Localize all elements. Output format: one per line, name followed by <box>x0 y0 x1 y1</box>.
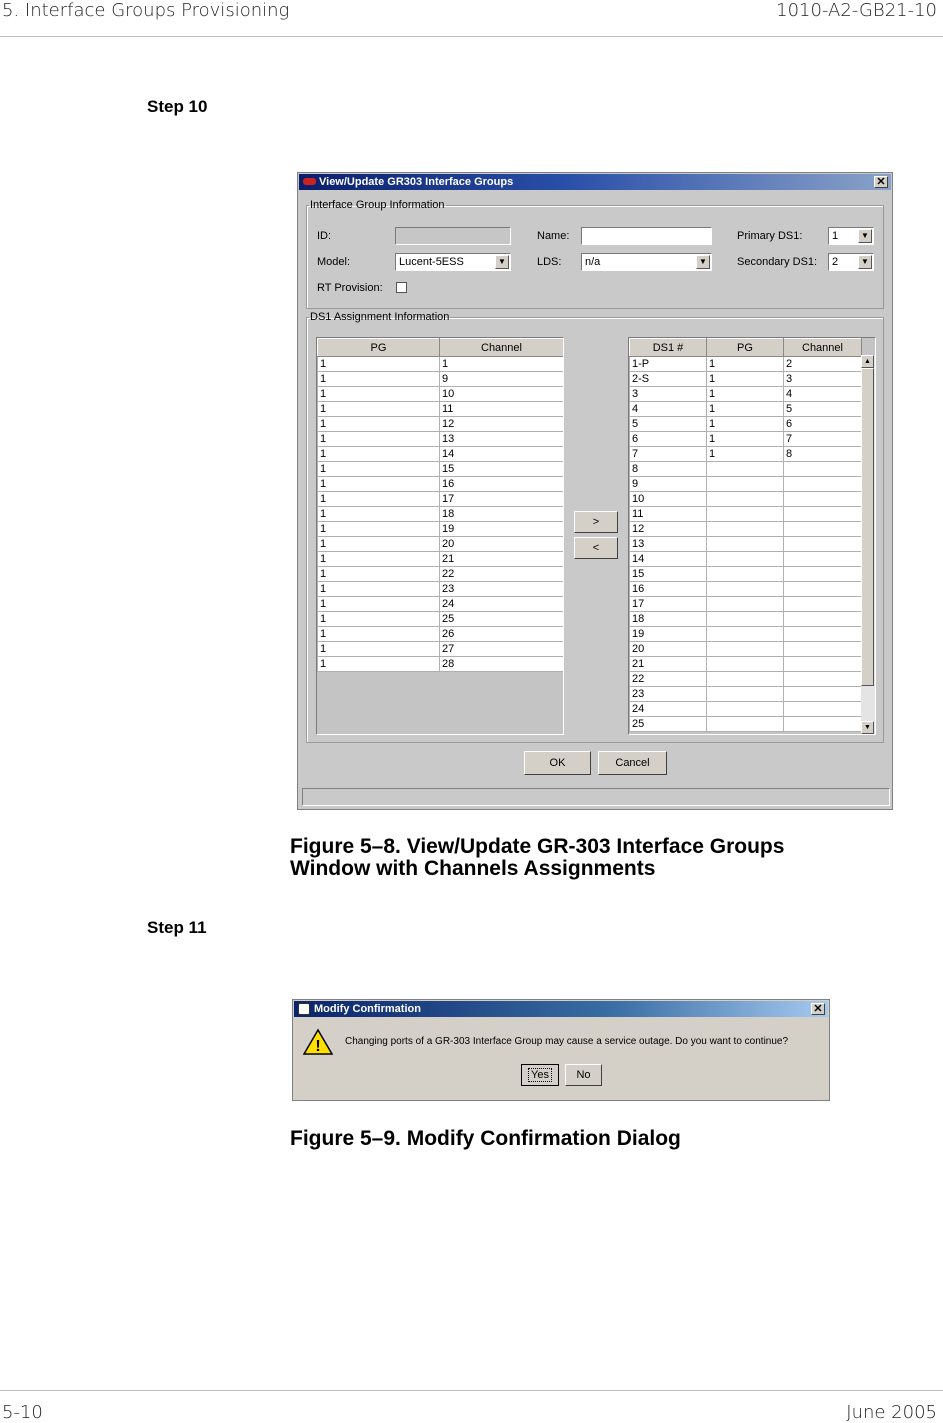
table-cell: 16 <box>440 477 564 492</box>
table-cell: 2 <box>784 357 862 372</box>
table-cell <box>707 477 784 492</box>
modify-confirmation-dialog <box>292 999 830 1101</box>
table-cell: 2-S <box>630 372 707 387</box>
view-update-window <box>297 172 893 810</box>
column-header[interactable]: PG <box>318 339 440 357</box>
table-row[interactable] <box>630 387 862 402</box>
table-cell: 1 <box>707 372 784 387</box>
table-cell <box>707 717 784 732</box>
no-button[interactable]: No <box>565 1064 602 1086</box>
table-cell: 24 <box>440 597 564 612</box>
table-cell <box>707 702 784 717</box>
table-cell <box>784 522 862 537</box>
table-cell: 28 <box>440 657 564 672</box>
table-cell: 1 <box>707 402 784 417</box>
table-cell: 6 <box>784 417 862 432</box>
table-row[interactable] <box>630 537 862 552</box>
secondary-ds1-value: 2 <box>832 256 839 268</box>
table-cell: 1 <box>318 642 440 657</box>
table-cell: 27 <box>440 642 564 657</box>
table-cell: 14 <box>630 552 707 567</box>
interface-group-info-legend: Interface Group Information <box>310 199 445 211</box>
table-cell: 1-P <box>630 357 707 372</box>
table-cell: 23 <box>440 582 564 597</box>
table-cell: 1 <box>318 372 440 387</box>
table-row[interactable] <box>318 507 564 522</box>
table-cell <box>707 627 784 642</box>
table-cell <box>784 672 862 687</box>
table-cell: 7 <box>630 447 707 462</box>
table-row[interactable] <box>318 462 564 477</box>
table-row[interactable] <box>318 567 564 582</box>
unassign-channel-button[interactable]: < <box>574 537 618 559</box>
table-cell: 20 <box>440 537 564 552</box>
table-row[interactable] <box>318 492 564 507</box>
table-row[interactable] <box>630 627 862 642</box>
app-icon <box>298 1003 310 1015</box>
dialog-title: Modify Confirmation <box>314 1003 421 1015</box>
table-cell <box>784 687 862 702</box>
table-cell <box>707 462 784 477</box>
table-cell: 24 <box>630 702 707 717</box>
table-row[interactable] <box>630 687 862 702</box>
table-cell <box>784 582 862 597</box>
scroll-thumb[interactable] <box>861 368 874 686</box>
table-cell: 10 <box>440 387 564 402</box>
table-cell: 1 <box>318 537 440 552</box>
table-row[interactable] <box>630 552 862 567</box>
table-cell <box>784 477 862 492</box>
table-row[interactable] <box>318 642 564 657</box>
lds-value: n/a <box>585 256 601 268</box>
table-cell <box>707 567 784 582</box>
table-cell: 1 <box>707 357 784 372</box>
table-cell: 1 <box>318 387 440 402</box>
table-row[interactable] <box>318 612 564 627</box>
table-row[interactable] <box>318 552 564 567</box>
table-row[interactable] <box>318 477 564 492</box>
ds1-assignments-table-box <box>628 337 876 735</box>
table-row[interactable] <box>630 462 862 477</box>
table-cell <box>707 522 784 537</box>
table-cell: 5 <box>784 402 862 417</box>
table-cell <box>707 582 784 597</box>
table-row[interactable] <box>318 537 564 552</box>
table-cell: 15 <box>440 462 564 477</box>
table-cell <box>784 462 862 477</box>
lds-select[interactable] <box>581 253 712 271</box>
table-cell: 1 <box>318 357 440 372</box>
table-cell <box>707 687 784 702</box>
vertical-scrollbar[interactable] <box>861 355 875 734</box>
table-cell <box>784 492 862 507</box>
table-cell <box>707 552 784 567</box>
table-cell: 23 <box>630 687 707 702</box>
table-row[interactable] <box>630 402 862 417</box>
table-cell: 1 <box>318 492 440 507</box>
primary-ds1-label: Primary DS1: <box>737 230 803 242</box>
table-cell <box>707 537 784 552</box>
table-cell: 1 <box>440 357 564 372</box>
chevron-down-icon[interactable]: ▼ <box>495 255 509 269</box>
page-number: 5-10 <box>2 1402 43 1423</box>
confirmation-message: Changing ports of a GR-303 Interface Group may cause a service outage. Do you want to continue? <box>345 1036 789 1047</box>
table-cell <box>784 702 862 717</box>
table-cell <box>707 492 784 507</box>
table-row[interactable] <box>630 447 862 462</box>
table-row[interactable] <box>630 522 862 537</box>
figure-5-9-caption: Figure 5–9. Modify Confirmation Dialog <box>290 1127 681 1150</box>
table-cell: 26 <box>440 627 564 642</box>
table-cell: 25 <box>440 612 564 627</box>
table-cell: 11 <box>440 402 564 417</box>
table-cell: 1 <box>318 567 440 582</box>
table-cell: 15 <box>630 567 707 582</box>
warning-glyph: ! <box>315 1038 321 1055</box>
table-cell: 1 <box>318 582 440 597</box>
table-row[interactable] <box>630 567 862 582</box>
table-row[interactable] <box>318 597 564 612</box>
ds1-assignments-table <box>629 338 862 732</box>
app-icon <box>303 178 316 185</box>
window-title-bar <box>299 174 891 190</box>
cancel-button[interactable]: Cancel <box>598 751 667 775</box>
table-row[interactable] <box>318 417 564 432</box>
assign-channel-button[interactable]: > <box>574 511 618 533</box>
table-row[interactable] <box>318 357 564 372</box>
running-header-section: 5. Interface Groups Provisioning <box>2 0 290 21</box>
available-channels-table-box <box>316 337 564 735</box>
table-row[interactable] <box>630 492 862 507</box>
yes-button[interactable] <box>521 1064 559 1086</box>
figure-5-8-caption-line2: Window with Channels Assignments <box>290 857 656 880</box>
table-cell: 1 <box>318 522 440 537</box>
column-header[interactable]: Channel <box>784 339 862 357</box>
table-cell <box>784 657 862 672</box>
chevron-down-icon[interactable]: ▼ <box>696 255 710 269</box>
model-label: Model: <box>317 256 351 268</box>
table-cell: 1 <box>318 447 440 462</box>
table-row[interactable] <box>318 432 564 447</box>
table-cell <box>784 612 862 627</box>
table-cell: 3 <box>630 387 707 402</box>
footer-rule <box>0 1390 943 1391</box>
table-cell: 7 <box>784 432 862 447</box>
table-cell: 1 <box>707 432 784 447</box>
table-cell: 11 <box>630 507 707 522</box>
table-row[interactable] <box>630 432 862 447</box>
table-cell: 8 <box>630 462 707 477</box>
table-cell <box>784 507 862 522</box>
table-row[interactable] <box>318 627 564 642</box>
table-cell: 4 <box>784 387 862 402</box>
table-cell: 9 <box>630 477 707 492</box>
table-cell <box>784 597 862 612</box>
table-cell <box>784 642 862 657</box>
table-cell: 1 <box>318 507 440 522</box>
table-cell: 1 <box>318 432 440 447</box>
table-cell: 13 <box>440 432 564 447</box>
name-field[interactable] <box>581 227 712 245</box>
table-cell <box>784 627 862 642</box>
table-cell: 8 <box>784 447 862 462</box>
table-cell: 19 <box>630 627 707 642</box>
table-cell: 21 <box>630 657 707 672</box>
table-row[interactable] <box>630 477 862 492</box>
close-icon[interactable]: ✕ <box>874 176 888 188</box>
primary-ds1-value: 1 <box>832 230 839 242</box>
table-cell: 9 <box>440 372 564 387</box>
table-cell: 1 <box>318 477 440 492</box>
table-cell: 4 <box>630 402 707 417</box>
ok-button[interactable]: OK <box>524 751 591 775</box>
table-cell: 22 <box>440 567 564 582</box>
table-cell <box>707 642 784 657</box>
secondary-ds1-label: Secondary DS1: <box>737 256 818 268</box>
table-cell: 14 <box>440 447 564 462</box>
table-cell: 12 <box>440 417 564 432</box>
column-header[interactable]: DS1 # <box>630 339 707 357</box>
table-cell <box>784 552 862 567</box>
table-row[interactable] <box>630 507 862 522</box>
id-field[interactable] <box>395 227 511 245</box>
status-bar <box>302 788 890 806</box>
table-cell: 21 <box>440 552 564 567</box>
table-row[interactable] <box>630 642 862 657</box>
table-cell: 18 <box>630 612 707 627</box>
close-icon[interactable]: ✕ <box>811 1003 825 1015</box>
table-cell: 1 <box>318 627 440 642</box>
table-cell <box>784 537 862 552</box>
table-row[interactable] <box>318 402 564 417</box>
table-row[interactable] <box>318 372 564 387</box>
table-row[interactable] <box>318 657 564 672</box>
scroll-down-icon[interactable]: ▼ <box>861 721 874 734</box>
table-cell: 1 <box>318 402 440 417</box>
table-cell <box>707 597 784 612</box>
header-rule <box>0 36 943 37</box>
table-cell <box>707 612 784 627</box>
dialog-title-bar <box>294 1001 828 1017</box>
chevron-down-icon[interactable]: ▼ <box>858 229 872 243</box>
table-row[interactable] <box>318 522 564 537</box>
table-cell: 6 <box>630 432 707 447</box>
table-cell: 17 <box>440 492 564 507</box>
column-header[interactable]: Channel <box>440 339 564 357</box>
table-cell: 1 <box>707 417 784 432</box>
rt-provision-label: RT Provision: <box>317 282 383 294</box>
figure-5-8-caption-line1: Figure 5–8. View/Update GR-303 Interface Groups <box>290 835 785 858</box>
model-select[interactable] <box>395 253 511 271</box>
table-cell: 19 <box>440 522 564 537</box>
id-label: ID: <box>317 230 332 242</box>
table-row[interactable] <box>318 387 564 402</box>
table-cell: 1 <box>318 597 440 612</box>
table-cell: 1 <box>318 552 440 567</box>
table-cell <box>707 672 784 687</box>
step-11-label: Step 11 <box>147 918 207 937</box>
lds-label: LDS: <box>537 256 562 268</box>
table-cell: 1 <box>707 387 784 402</box>
table-row[interactable] <box>630 657 862 672</box>
column-header[interactable]: PG <box>707 339 784 357</box>
table-row[interactable] <box>630 717 862 732</box>
table-cell: 13 <box>630 537 707 552</box>
table-cell <box>707 507 784 522</box>
table-cell <box>784 567 862 582</box>
rt-provision-checkbox[interactable] <box>396 282 407 293</box>
table-cell <box>784 717 862 732</box>
table-row[interactable] <box>318 447 564 462</box>
window-title: View/Update GR303 Interface Groups <box>319 176 514 188</box>
warning-icon <box>303 1028 333 1056</box>
table-cell: 16 <box>630 582 707 597</box>
scroll-up-icon[interactable]: ▲ <box>861 355 874 368</box>
table-row[interactable] <box>630 612 862 627</box>
name-label: Name: <box>537 230 570 242</box>
table-cell: 20 <box>630 642 707 657</box>
chevron-down-icon[interactable]: ▼ <box>858 255 872 269</box>
yes-button-label: Yes <box>528 1068 552 1082</box>
primary-ds1-select[interactable] <box>828 227 874 245</box>
table-cell: 1 <box>318 612 440 627</box>
secondary-ds1-select[interactable] <box>828 253 874 271</box>
table-row[interactable] <box>630 372 862 387</box>
step-10-label: Step 10 <box>147 97 208 116</box>
table-row[interactable] <box>318 582 564 597</box>
table-cell: 5 <box>630 417 707 432</box>
model-value: Lucent-5ESS <box>399 256 464 268</box>
table-cell: 17 <box>630 597 707 612</box>
table-row[interactable] <box>630 672 862 687</box>
table-cell: 1 <box>707 447 784 462</box>
table-cell: 22 <box>630 672 707 687</box>
table-cell: 1 <box>318 657 440 672</box>
publication-date: June 2005 <box>846 1402 937 1423</box>
table-row[interactable] <box>630 357 862 372</box>
table-cell: 3 <box>784 372 862 387</box>
table-row[interactable] <box>630 582 862 597</box>
available-channels-table <box>317 338 564 672</box>
running-header-doc-number: 1010-A2-GB21-10 <box>776 0 937 21</box>
table-cell: 18 <box>440 507 564 522</box>
table-cell <box>707 657 784 672</box>
table-cell: 1 <box>318 462 440 477</box>
table-row[interactable] <box>630 702 862 717</box>
table-row[interactable] <box>630 597 862 612</box>
table-cell: 10 <box>630 492 707 507</box>
table-row[interactable] <box>630 417 862 432</box>
table-cell: 12 <box>630 522 707 537</box>
table-cell: 1 <box>318 417 440 432</box>
ds1-assignment-legend: DS1 Assignment Information <box>310 311 450 323</box>
table-cell: 25 <box>630 717 707 732</box>
